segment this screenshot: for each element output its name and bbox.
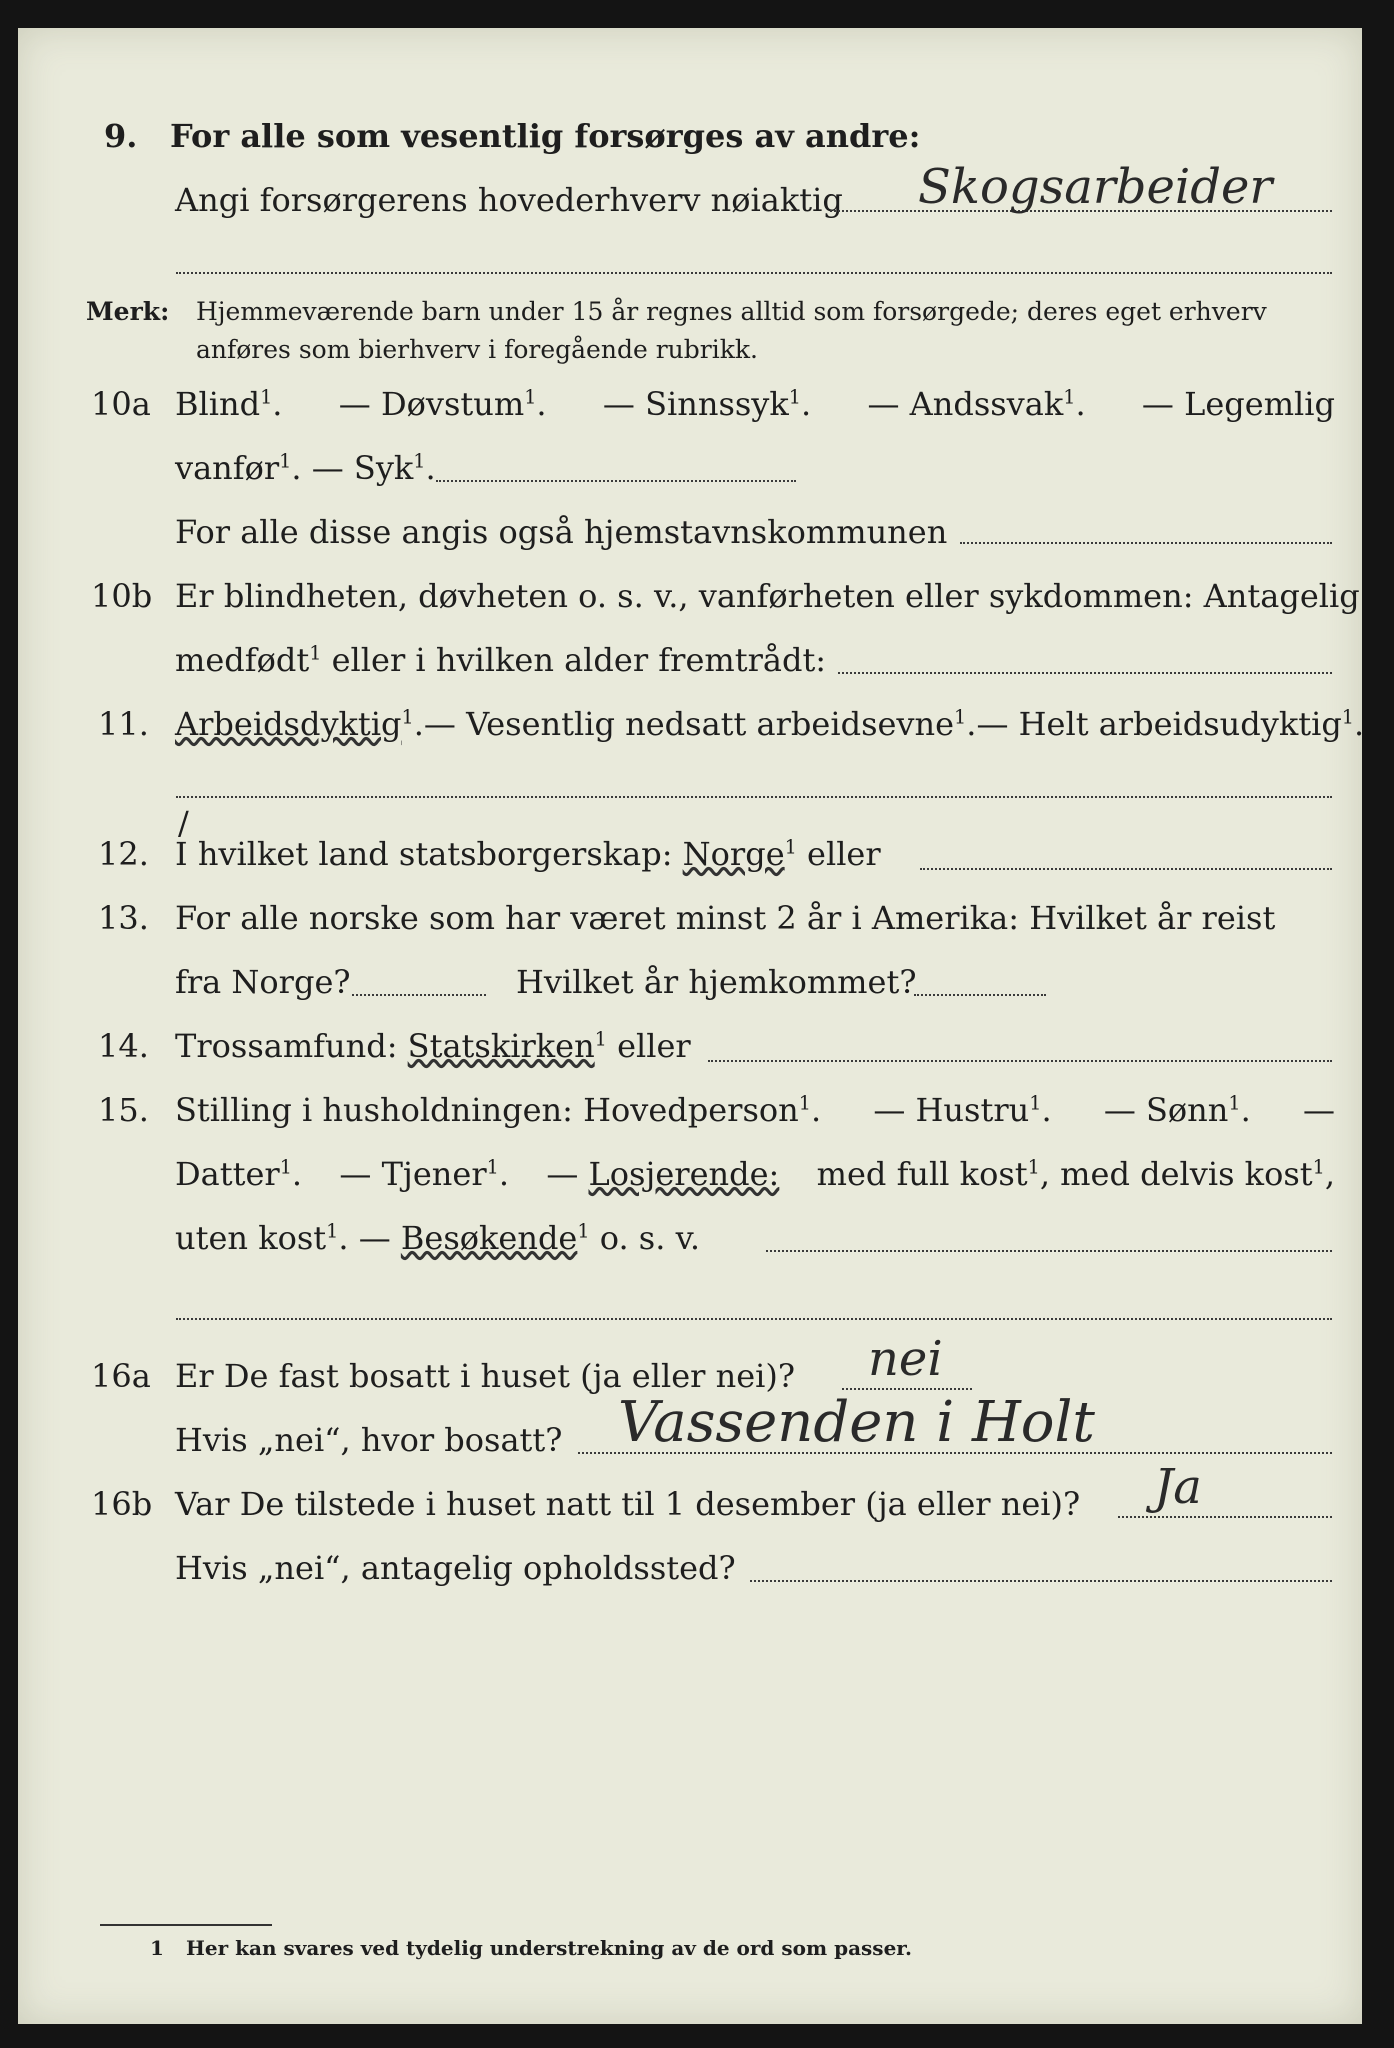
q16b-prompt-2: Hvis „nei“, antagelig opholdssted? [175, 1549, 736, 1587]
opt-uten-kost[interactable]: uten kost [175, 1219, 327, 1257]
q9-heading: For alle som vesentlig forsørges av andre: [170, 117, 921, 155]
q10a-line-3: For alle disse angis også hjemstavnskommunen [175, 513, 948, 551]
opt-blind[interactable]: Blind [175, 385, 261, 423]
opt-statskirken[interactable]: Statskirken [407, 1027, 595, 1065]
q13-hjemkommet-line[interactable] [914, 994, 1046, 996]
opt-syk[interactable]: — Syk [311, 449, 414, 487]
q12-answer-line[interactable] [920, 868, 1332, 870]
q10a-line-2: vanfør$^1$. — Syk$^1$. [175, 449, 436, 487]
q16b-number: 16b [91, 1485, 153, 1523]
q16a-number: 16a [91, 1357, 151, 1395]
q9-number: 9. [104, 117, 138, 155]
q15-answer-line[interactable] [766, 1250, 1332, 1252]
opt-nedsatt[interactable]: — Vesentlig nedsatt arbeidsevne [423, 705, 955, 743]
q14-answer-line[interactable] [708, 1060, 1332, 1062]
opt-legemlig[interactable]: — Legemlig [1141, 385, 1335, 423]
q11-line: Arbeidsdyktig$^1$. — Vesentlig nedsatt arbeidsevne$^1$. — Helt arbeidsudyktig$^1$. [175, 705, 1365, 743]
q10b-answer-line[interactable] [838, 672, 1332, 674]
opt-datter[interactable]: Datter [175, 1155, 280, 1193]
merk-line-1: Hjemmeværende barn under 15 år regnes alltid som forsørgede; deres eget erhverv [196, 297, 1267, 326]
opt-losjerende[interactable]: Losjerende: [588, 1155, 780, 1193]
opt-tjener[interactable]: — Tjener [339, 1155, 487, 1193]
merk-line-2: anføres som bierhverv i foregående rubrikk. [196, 335, 758, 364]
q15-number: 15. [98, 1091, 149, 1129]
q13-line-2b: Hvilket år hjemkommet? [516, 963, 917, 1001]
footnote-text: Her kan svares ved tydelig understrekning av de ord som passer. [186, 1936, 912, 1960]
q10b-number: 10b [91, 577, 153, 615]
q15-line-1: Stilling i husholdningen: Hovedperson$^1$. — Hustru$^1$. — Sønn$^1$. — [175, 1091, 1335, 1129]
q13-line-2a: fra Norge? [175, 963, 351, 1001]
merk-label: Merk: [86, 297, 170, 326]
opt-besokende[interactable]: Besøkende [400, 1219, 578, 1257]
opt-udyktig[interactable]: — Helt arbeidsudyktig [976, 705, 1342, 743]
opt-dovstum[interactable]: — Døvstum [338, 385, 525, 423]
q11-number: 11. [98, 705, 149, 743]
q16a-answer-1-handwriting: nei [868, 1331, 943, 1387]
opt-vanfor[interactable]: vanfør [175, 449, 280, 487]
q10b-line-1: Er blindheten, døvheten o. s. v., vanførheten eller sykdommen: Antagelig [175, 577, 1360, 615]
q16a-prompt-1: Er De fast bosatt i huset (ja eller nei)? [175, 1357, 796, 1395]
footnote-rule [100, 1924, 272, 1926]
q11-extra-line[interactable] [176, 796, 1332, 798]
q11-check-mark: / [178, 804, 189, 842]
q13-line-1: For alle norske som har været minst 2 år i Amerika: Hvilket år reist [175, 899, 1276, 937]
opt-sonn[interactable]: — Sønn [1103, 1091, 1229, 1129]
q15-line-2: Datter$^1$. — Tjener$^1$. — Losjerende: med full kost$^1$, med delvis kost$^1$, [175, 1155, 1335, 1193]
q13-number: 13. [98, 899, 149, 937]
opt-norge[interactable]: Norge [682, 835, 785, 873]
q12-number: 12. [98, 835, 149, 873]
q15-extra-line[interactable] [176, 1318, 1332, 1320]
opt-full-kost[interactable]: med full kost [816, 1155, 1028, 1193]
q13-reist-line[interactable] [352, 994, 486, 996]
q12-line: I hvilket land statsborgerskap: Norge$^1$ eller [175, 835, 881, 873]
q16a-answer-2-handwriting: Vassenden i Holt [618, 1390, 1095, 1455]
q16b-answer-2-line[interactable] [750, 1580, 1332, 1582]
q10a-kommune-line[interactable] [960, 542, 1332, 544]
q16a-prompt-2: Hvis „nei“, hvor bosatt? [175, 1421, 563, 1459]
q14-number: 14. [98, 1027, 149, 1065]
q15-line-3: uten kost$^1$. — Besøkende$^1$ o. s. v. [175, 1219, 701, 1257]
q9-answer-handwriting: Skogsarbeider [918, 159, 1273, 215]
opt-andssvak[interactable]: — Andssvak [867, 385, 1064, 423]
opt-arbeidsdyktig[interactable]: Arbeidsdyktig [175, 705, 402, 743]
form-page [18, 28, 1365, 2024]
q16b-answer-1-handwriting: Ja [1154, 1459, 1202, 1515]
q10a-line-1: Blind$^1$. — Døvstum$^1$. — Sinnssyk$^1$. — Andssvak$^1$. — Legemlig [175, 385, 1335, 423]
footnote-mark: 1 [150, 1936, 164, 1960]
opt-sinnssyk[interactable]: — Sinnssyk [602, 385, 789, 423]
q14-line: Trossamfund: Statskirken$^1$ eller [175, 1027, 691, 1065]
q10b-line-2: medfødt$^1$ eller i hvilken alder fremtrådt: [175, 641, 827, 679]
q9-extra-line[interactable] [176, 272, 1332, 274]
q16b-answer-1-line[interactable] [1118, 1516, 1332, 1518]
q16b-prompt-1: Var De tilstede i huset natt til 1 desember (ja eller nei)? [175, 1485, 1081, 1523]
q9-prompt: Angi forsørgerens hovederhverv nøiaktig [175, 181, 843, 219]
opt-hovedperson[interactable]: Stilling i husholdningen: Hovedperson [175, 1091, 799, 1129]
opt-medfodt[interactable]: medfødt [175, 641, 310, 679]
q10a-syk-line[interactable] [436, 480, 796, 482]
opt-delvis-kost[interactable]: , med delvis kost [1039, 1155, 1313, 1193]
q10a-number: 10a [91, 385, 151, 423]
opt-hustru[interactable]: — Hustru [873, 1091, 1030, 1129]
